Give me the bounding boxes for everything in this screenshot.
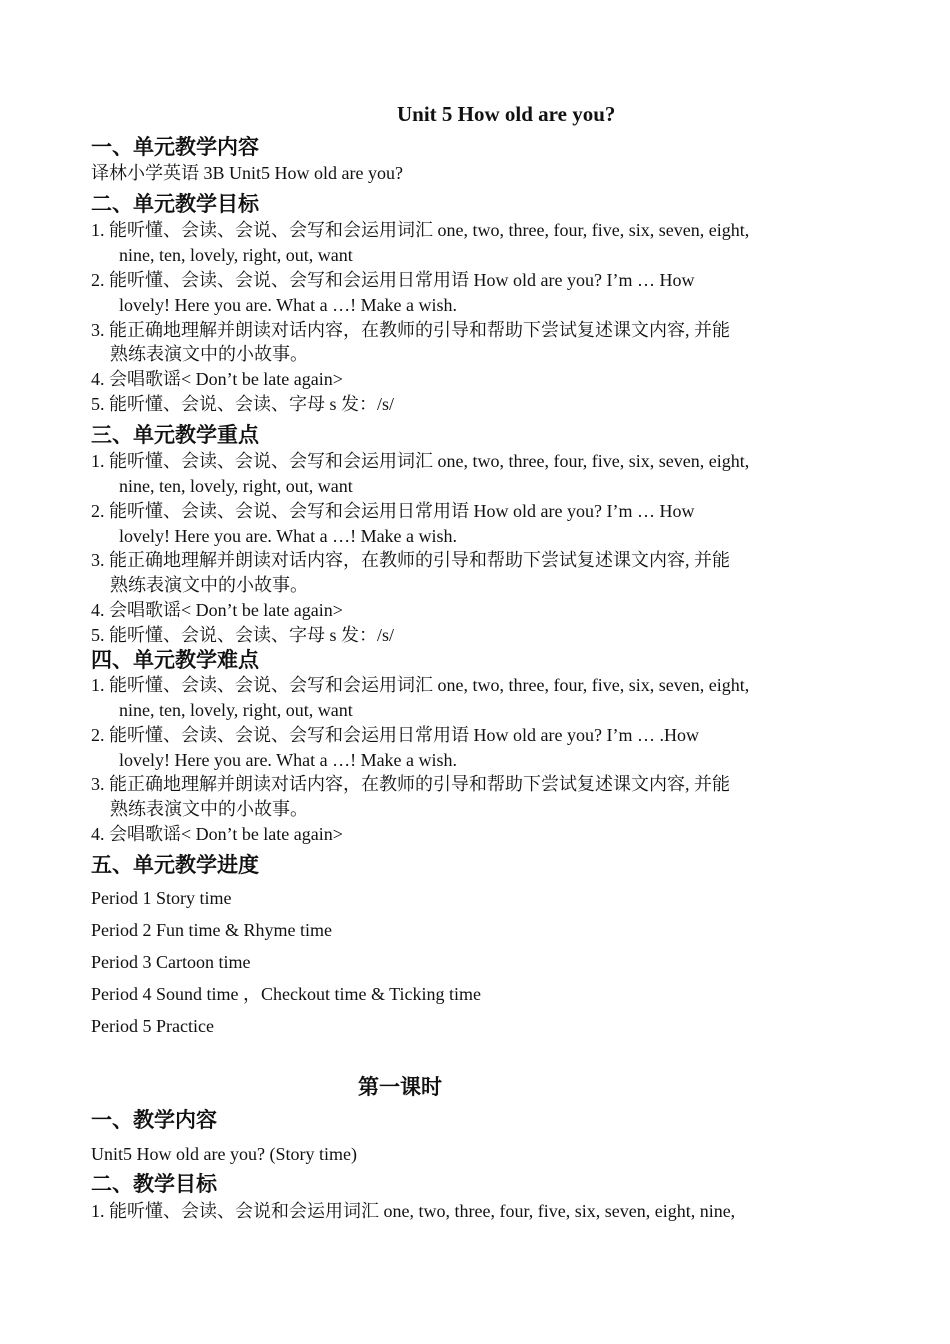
- section-1-heading: 一、单元教学内容: [91, 135, 259, 159]
- list-item-continued: 熟练表演文中的小故事。: [110, 799, 308, 819]
- list-item: 5. 能听懂、会说、会读、字母 s 发：/s/: [91, 394, 395, 414]
- list-item: 4. 会唱歌谣< Don’t be late again>: [91, 369, 343, 389]
- list-item-continued: lovely! Here you are. What a …! Make a wish.: [119, 750, 458, 770]
- list-item: 3. 能正确地理解并朗读对话内容，在教师的引导和帮助下尝试复述课文内容, 并能: [91, 320, 730, 340]
- list-item-continued: lovely! Here you are. What a …! Make a wish.: [119, 295, 458, 315]
- list-item: 3. 能正确地理解并朗读对话内容，在教师的引导和帮助下尝试复述课文内容, 并能: [91, 774, 730, 794]
- list-item-continued: nine, ten, lovely, right, out, want: [119, 245, 353, 265]
- lesson-1-heading-content: 一、教学内容: [91, 1108, 217, 1132]
- list-item: 2. 能听懂、会读、会说、会写和会运用日常用语 How old are you? I’m … How: [91, 270, 695, 290]
- section-3-heading: 三、单元教学重点: [91, 423, 259, 447]
- section-5-heading: 五、单元教学进度: [91, 853, 259, 877]
- list-item: 3. 能正确地理解并朗读对话内容，在教师的引导和帮助下尝试复述课文内容, 并能: [91, 550, 730, 570]
- list-item-continued: 熟练表演文中的小故事。: [110, 575, 308, 595]
- list-item-continued: nine, ten, lovely, right, out, want: [119, 476, 353, 496]
- list-item: 4. 会唱歌谣< Don’t be late again>: [91, 824, 343, 844]
- section-1-text: 译林小学英语 3B Unit5 How old are you?: [91, 163, 403, 183]
- section-4-heading: 四、单元教学难点: [91, 648, 259, 672]
- list-item-continued: lovely! Here you are. What a …! Make a wish.: [119, 526, 458, 546]
- period-item: Period 4 Sound time ，Checkout time & Ticking time: [91, 984, 481, 1004]
- period-item: Period 2 Fun time & Rhyme time: [91, 920, 332, 940]
- period-item: Period 3 Cartoon time: [91, 952, 251, 972]
- lesson-1-heading-goals: 二、教学目标: [91, 1172, 217, 1196]
- page-title: Unit 5 How old are you?: [397, 102, 616, 126]
- section-2-heading: 二、单元教学目标: [91, 192, 259, 216]
- period-item: Period 1 Story time: [91, 888, 232, 908]
- list-item: 1. 能听懂、会读、会说和会运用词汇 one, two, three, four, five, six, seven, eight, nine,: [91, 1201, 736, 1221]
- list-item: 1. 能听懂、会读、会说、会写和会运用词汇 one, two, three, four, five, six, seven, eight,: [91, 675, 750, 695]
- list-item: 1. 能听懂、会读、会说、会写和会运用词汇 one, two, three, four, five, six, seven, eight,: [91, 451, 750, 471]
- list-item-continued: 熟练表演文中的小故事。: [110, 344, 308, 364]
- list-item-continued: nine, ten, lovely, right, out, want: [119, 700, 353, 720]
- list-item: 4. 会唱歌谣< Don’t be late again>: [91, 600, 343, 620]
- list-item: 1. 能听懂、会读、会说、会写和会运用词汇 one, two, three, four, five, six, seven, eight,: [91, 220, 750, 240]
- period-item: Period 5 Practice: [91, 1016, 214, 1036]
- list-item: 2. 能听懂、会读、会说、会写和会运用日常用语 How old are you? I’m … .How: [91, 725, 699, 745]
- lesson-1-content: Unit5 How old are you? (Story time): [91, 1144, 357, 1164]
- list-item: 5. 能听懂、会说、会读、字母 s 发：/s/: [91, 625, 395, 645]
- lesson-1-title: 第一课时: [358, 1075, 442, 1099]
- list-item: 2. 能听懂、会读、会说、会写和会运用日常用语 How old are you? I’m … How: [91, 501, 695, 521]
